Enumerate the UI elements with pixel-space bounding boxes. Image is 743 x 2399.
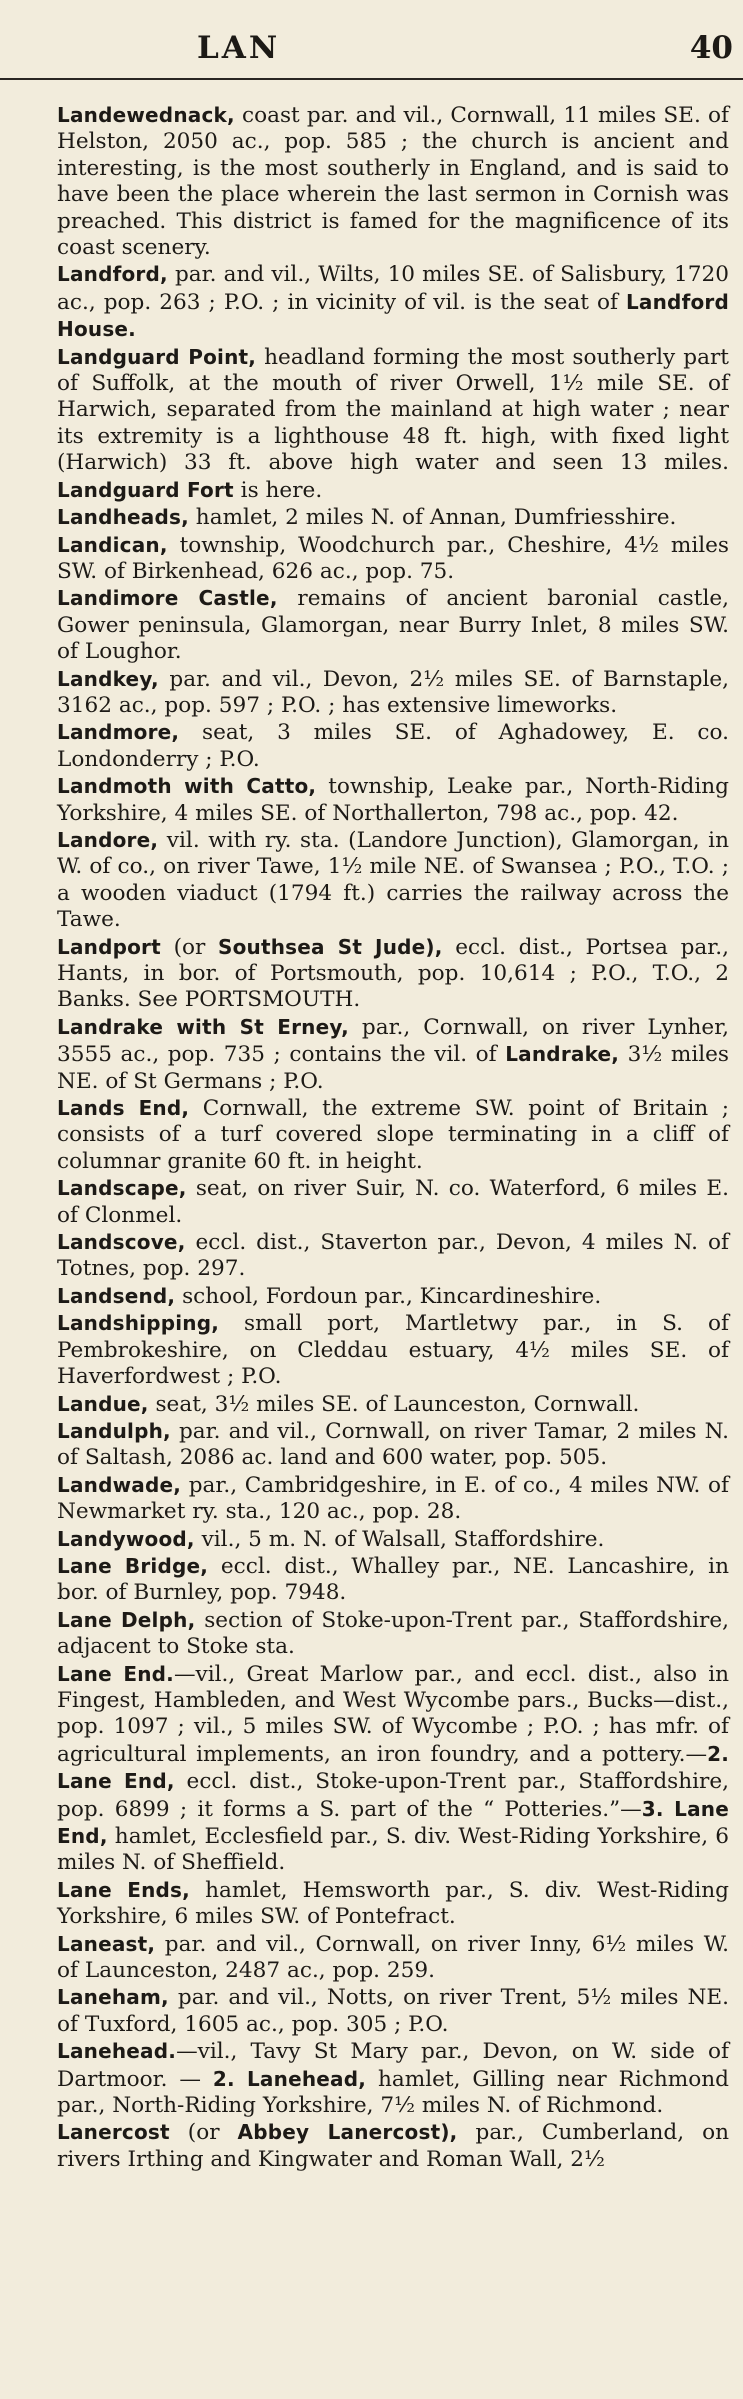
entry-text: par. and vil., Wilts, 10 miles SE. of Salisbury, 1720 ac., pop. 263 ; P.O. ; in vicinity of vil. is the seat of <box>57 262 729 315</box>
entry-text: hamlet, Hemsworth par., S. div. West-Riding Yorkshire, 6 miles SW. of Pontefract. <box>57 1877 729 1930</box>
gazetteer-entry <box>57 1229 729 1283</box>
entry-text: (or <box>160 934 218 960</box>
entry-text: par. and vil., Notts, on river Trent, 5½ miles NE. of Tuxford, 1605 ac., pop. 305 ; P.O. <box>57 1985 729 2037</box>
entry-headword: 2. Lanehead, <box>212 2066 367 2091</box>
gazetteer-entry <box>57 1014 729 1095</box>
entry-text: seat, 3½ miles SE. of Launceston, Cornwall. <box>148 1391 640 1417</box>
entry-text: hamlet, Ecclesfield par., S. div. West-Riding Yorkshire, 6 miles N. of Sheffield. <box>57 1824 729 1876</box>
entry-headword: Landkey, <box>57 666 159 691</box>
gazetteer-entry <box>57 1931 729 1985</box>
entry-headword: Laneast, <box>57 1931 156 1956</box>
gazetteer-entry <box>57 1418 729 1472</box>
entry-headword: Lane Delph, <box>57 1607 196 1632</box>
gazetteer-entry <box>57 344 729 504</box>
gazetteer-entry <box>57 1310 729 1390</box>
gazetteer-entry <box>57 1283 729 1310</box>
entry-text: coast par. and vil., Cornwall, 11 miles SE. of Helston, 2050 ac., pop. 585 ; the church is ancient and interesting, is the most southerly in England, and is said to have been the place wherein the last sermon in Cornish was preached. This district is famed for the magnificence of its coast scenery. <box>57 103 729 261</box>
entry-text: hamlet, Gilling near Richmond par., North-Riding Yorkshire, 7½ miles N. of Richmond. <box>57 2066 729 2119</box>
entry-text: eccl. dist., Whalley par., NE. Lancashire, in bor. of Burnley, pop. 7948. <box>57 1553 729 1606</box>
entry-text: par., Cambridgeshire, in E. of co., 4 miles NW. of Newmarket ry. sta., 120 ac., pop. 28. <box>57 1472 729 1525</box>
entry-text: headland forming the most southerly part of Suffolk, at the mouth of river Orwell, 1½ mile SE. of Harwich, separated from the mainland at high water ; near its extremity is a lighthouse 48 ft. high, with fixed light (Harwich) 33 ft. above high water and seen 13 miles. <box>57 344 729 476</box>
entry-headword: 3. Lane End, <box>57 1796 729 1848</box>
entry-text: 3½ miles NE. of St Germans ; P.O. <box>57 1042 730 1094</box>
entry-headword: Landford House. <box>57 289 729 342</box>
gazetteer-entry <box>57 1607 729 1661</box>
entry-headword: Landimore Castle, <box>57 586 278 611</box>
entry-headword: Landscape, <box>57 1176 187 1201</box>
entry-text: remains of ancient baronial castle, Gower peninsula, Glamorgan, near Burry Inlet, 8 miles SW. of Loughor. <box>57 586 729 665</box>
entry-text: —vil., Great Marlow par., and eccl. dist., also in Fingest, Hambleden, and West Wycombe pars., Bucks—dist., pop. 1097 ; vil., 5 miles SW. of Wycombe ; P.O. ; has mfr. of agricultural implements, an iron foundry, and a pottery.— <box>57 1661 730 1767</box>
header-word: LAN <box>197 30 281 66</box>
entry-text: township, Woodchurch par., Cheshire, 4½ miles SW. of Birkenhead, 626 ac., pop. 75. <box>57 532 729 584</box>
gazetteer-entry <box>57 102 729 261</box>
entry-text: par. and vil., Devon, 2½ miles SE. of Barnstaple, 3162 ac., pop. 597 ; P.O. ; has extensive limeworks. <box>57 666 729 718</box>
page-number: 40 <box>689 30 733 66</box>
gazetteer-entry <box>57 585 729 665</box>
entry-headword: Landmoth with Catto, <box>57 774 317 799</box>
entry-headword: Landguard Fort <box>57 477 234 502</box>
gazetteer-entry <box>57 261 729 343</box>
entry-headword: Landwade, <box>57 1472 182 1497</box>
entry-headword: Landmore, <box>57 720 180 745</box>
entry-headword: Landywood, <box>57 1526 195 1551</box>
entry-headword: Landue, <box>57 1391 149 1416</box>
entry-headword: Lanehead. <box>57 2039 177 2064</box>
gazetteer-entries <box>57 102 729 2173</box>
entry-headword: Southsea St Jude), <box>218 934 443 959</box>
entry-headword: Lanercost <box>57 2120 170 2145</box>
entry-text: —vil., Tavy St Mary par., Devon, on W. side of Dartmoor. — <box>57 2039 729 2092</box>
entry-text: eccl. dist., Stoke-upon-Trent par., Staffordshire, pop. 6899 ; it forms a S. part of the “ Potteries.”— <box>57 1769 729 1822</box>
entry-text: seat, 3 miles SE. of Aghadowey, E. co. Londonderry ; P.O. <box>57 720 729 772</box>
entry-text: (or <box>169 2120 238 2146</box>
entry-headword: Laneham, <box>57 1985 169 2010</box>
gazetteer-entry <box>57 532 729 586</box>
entry-text: par. and vil., Cornwall, on river Tamar, 2 miles N. of Saltash, 2086 ac. land and 600 water, pop. 505. <box>57 1418 729 1471</box>
gazetteer-entry <box>57 666 729 720</box>
gazetteer-entry <box>57 2119 729 2173</box>
gazetteer-entry <box>57 2038 729 2119</box>
entry-text: hamlet, 2 miles N. of Annan, Dumfriesshire. <box>188 505 677 531</box>
header-rule <box>0 78 743 80</box>
gazetteer-entry <box>57 1095 729 1175</box>
gazetteer-entry <box>57 1472 729 1526</box>
entry-headword: Landscove, <box>57 1230 186 1255</box>
entry-text: eccl. dist., Portsea par., Hants, in bor. of Portsmouth, pop. 10,614 ; P.O., T.O., 2 Banks. See PORTSMOUTH. <box>57 934 729 1013</box>
entry-headword: Landshipping, <box>57 1311 220 1336</box>
entry-headword: Lane Ends, <box>57 1877 190 1902</box>
entry-text: par. and vil., Cornwall, on river Inny, 6½ miles W. of Launceston, 2487 ac., pop. 259. <box>57 1931 729 1984</box>
entry-headword: Landulph, <box>57 1418 171 1443</box>
entry-text: school, Fordoun par., Kincardineshire. <box>175 1283 602 1309</box>
entry-headword: Landican, <box>57 532 168 557</box>
gazetteer-entry <box>57 1661 729 1877</box>
entry-text: section of Stoke-upon-Trent par., Staffordshire, adjacent to Stoke sta. <box>57 1607 729 1660</box>
entry-text: Cornwall, the extreme SW. point of Britain ; consists of a turf covered slope terminating in a cliff of columnar granite 60 ft. in height. <box>57 1096 729 1174</box>
gazetteer-entry <box>57 934 729 1014</box>
entry-headword: Landrake, <box>505 1042 620 1067</box>
gazetteer-entry <box>57 1877 729 1931</box>
entry-headword: Lane End. <box>57 1661 174 1686</box>
entry-text: par., Cumberland, on rivers Irthing and Kingwater and Roman Wall, 2½ <box>57 2120 729 2172</box>
entry-text: vil., 5 m. N. of Walsall, Staffordshire. <box>194 1526 605 1552</box>
entry-headword: Landguard Point, <box>57 344 257 369</box>
gazetteer-entry <box>57 1984 729 2038</box>
entry-text: seat, on river Suir, N. co. Waterford, 6 miles E. of Clonmel. <box>57 1176 729 1228</box>
gazetteer-entry <box>57 1391 729 1418</box>
gazetteer-entry <box>57 1553 729 1607</box>
entry-text: is here. <box>233 477 323 503</box>
gazetteer-entry <box>57 1526 729 1553</box>
entry-headword: Landsend, <box>57 1283 176 1308</box>
entry-text: vil. with ry. sta. (Landore Junction), Glamorgan, in W. of co., on river Tawe, 1½ mile NE. of Swansea ; P.O., T.O. ; a wooden viaduct (1794 ft.) carries the railway across the Tawe. <box>57 827 729 933</box>
gazetteer-entry <box>57 827 729 934</box>
entry-headword: Landheads, <box>57 505 189 530</box>
gazetteer-entry <box>57 1175 729 1229</box>
gazetteer-entry <box>57 504 729 531</box>
entry-headword: Landford, <box>57 262 168 287</box>
entry-headword: Landewednack, <box>57 103 235 127</box>
running-header <box>57 0 733 76</box>
entry-headword: Abbey Lanercost), <box>237 2120 458 2145</box>
entry-headword: Landore, <box>57 827 159 852</box>
entry-text: par., Cornwall, on river Lynher, 3555 ac., pop. 735 ; contains the vil. of <box>57 1014 730 1068</box>
gazetteer-entry <box>57 773 729 827</box>
entry-text: township, Leake par., North-Riding Yorkshire, 4 miles SE. of Northallerton, 798 ac., pop. 42. <box>57 774 729 826</box>
entry-headword: Landrake with St Erney, <box>57 1014 349 1039</box>
entry-text: small port, Martletwy par., in S. of Pembrokeshire, on Cleddau estuary, 4½ miles SE. of Haverfordwest ; P.O. <box>57 1311 729 1390</box>
gazetteer-entry <box>57 719 729 773</box>
entry-headword: Lands End, <box>57 1096 190 1121</box>
entry-headword: Lane Bridge, <box>57 1553 209 1578</box>
entry-text: eccl. dist., Staverton par., Devon, 4 miles N. of Totnes, pop. 297. <box>57 1230 729 1282</box>
entry-headword: Landport <box>57 934 161 959</box>
entry-headword: 2. Lane End, <box>57 1741 729 1794</box>
